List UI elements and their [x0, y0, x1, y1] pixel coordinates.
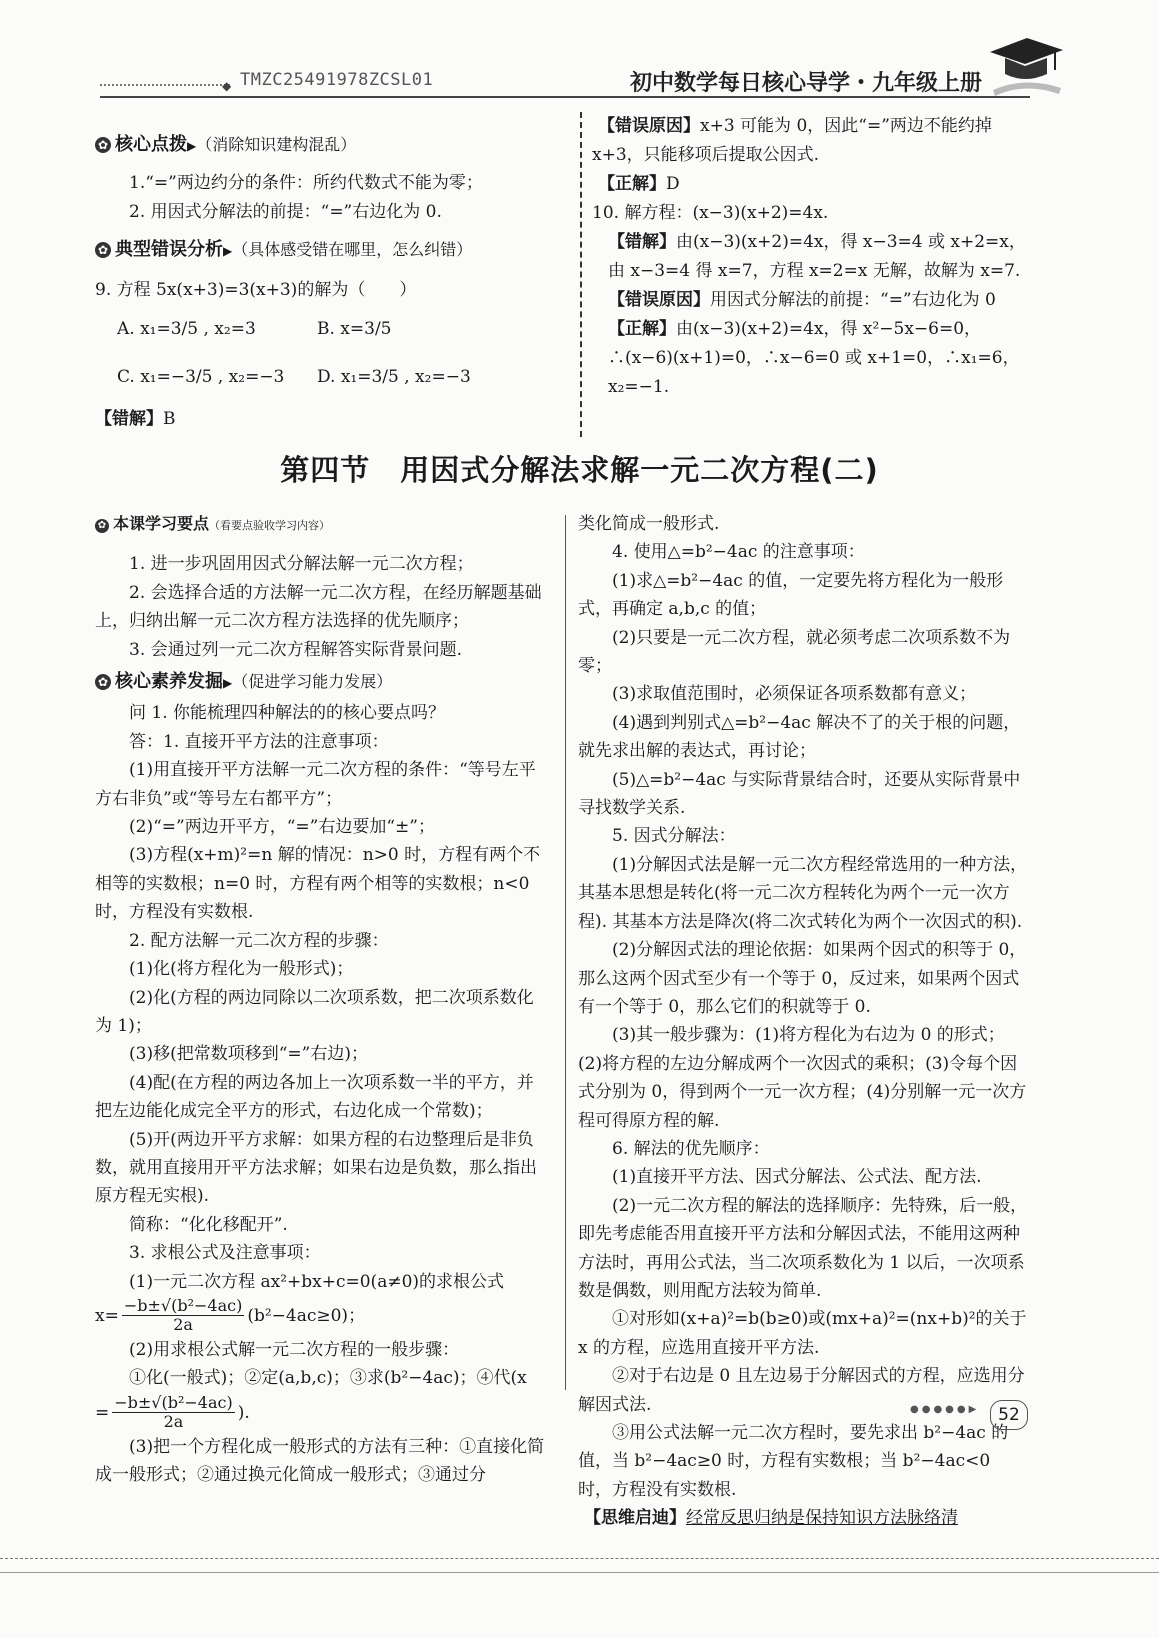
answer-3-3: ①化(一般式)；②定(a,b,c)；③求(b²−4ac)；④代(x — [129, 1368, 527, 1389]
wrong-solution: 【错解】由(x−3)(x+2)=4x，得 x−3=4 或 x+2=x，由 x−3=4 得 x=7，方程 x=2=x 无解，故解为 x=7. — [608, 232, 1026, 281]
right-top-column — [592, 112, 1032, 402]
option-c: C. x₁=−3/5 , x₂=−3 — [117, 367, 285, 387]
answer-6: 6. 解法的优先顺序： — [612, 1138, 770, 1159]
option-a: A. x₁=3/5 , x₂=3 — [117, 319, 256, 339]
fraction-1: $\frac{\text{−b±√(b²−4ac)}}{2a}$ — [123, 1296, 243, 1335]
header-dotted-rule — [100, 84, 230, 86]
diamond-icon: ◆ — [222, 79, 232, 93]
answer-2: 2. 配方法解一元二次方程的步骤： — [129, 930, 389, 951]
core-literacy-heading: ✿ 核心素养发掘▶（促进学习能力发展） — [95, 668, 550, 697]
triangle-icon: ▶ — [223, 676, 233, 691]
question-1: 问 1. 你能梳理四种解法的的核心要点吗？ — [129, 703, 446, 724]
answer-5-2: (2)分解因式法的理论依据：如果两个因式的积等于 0，那么这两个因式至少有一个等于 0，反过来，如果两个因式有一个等于 0，那么它们的积就等于 0. — [578, 940, 1027, 1017]
options-row-1 — [95, 315, 565, 349]
goal-1: 1. 进一步巩固用因式分解法解一元二次方程； — [129, 554, 474, 575]
key-points-heading: ✿ 本课学习要点（看要点验收学习内容） — [95, 510, 550, 540]
answer-2-2: (2)化(方程的两边同除以二次项系数，把二次项系数化为 1)； — [95, 987, 534, 1036]
answer-1-2: (2)“=”两边开平方，“=”右边要加“±”； — [129, 817, 435, 838]
left-main-column — [95, 510, 550, 1490]
thinking-tip: 【思维启迪】经常反思归纳是保持知识方法脉络清 — [584, 1508, 958, 1529]
answer-1: 答：1. 直接开平方法的注意事项： — [129, 731, 389, 752]
answer-1-1: (1)用直接开平方法解一元二次方程的条件：“等号左平方右非负”或“等号左右都平方”； — [95, 760, 536, 809]
answer-3-4: (3)把一个方程化成一般形式的方法有三种：①直接化简成一般形式；②通过换元化简成一般形式；③通过分 — [95, 1436, 545, 1486]
tip-2: 2. 用因式分解法的前提：“=”右边化为 0. — [129, 202, 442, 222]
answer-6-1: (1)直接开平方法、因式分解法、公式法、配方法. — [612, 1167, 982, 1188]
answer-5-1: (1)分解因式法是解一元二次方程经常选用的一种方法，其基本思想是转化(将一元二次方程转化为两个一元一次方程). 其基本方法是降次(将二次式转化为两个一次因式的积). — [578, 854, 1028, 932]
answer-6-2: (2)一元二次方程的解法的选择顺序：先特殊，后一般，即先考虑能否用直接开平方法和分解因式法，不能用这两种方法时，再用公式法，当二次项系数化为 1 以后，一次项系数是偶数，则用配方法较为简单. — [578, 1195, 1028, 1301]
answer-6-5: ③用公式法解一元二次方程时，要先求出 b²−4ac 的值，当 b²−4ac≥0 时，方程有实数根；当 b²−4ac<0 时，方程没有实数根. — [578, 1423, 1009, 1500]
column-divider-top — [580, 112, 582, 437]
typical-error-heading: ✿ 典型错误分析▶（具体感受错在哪里，怎么纠错） — [95, 235, 565, 266]
header-code: TMZC25491978ZCSL01 — [240, 70, 434, 90]
tip-1: 1.“=”两边约分的条件：所约代数式不能为零； — [129, 173, 483, 193]
error-reason-2: 【错误原因】用因式分解法的前提：“=”右边化为 0 — [608, 290, 996, 310]
options-row-2 — [95, 363, 565, 397]
answer-2-4: (4)配(在方程的两边各加上一次项系数一半的平方，并把左边能化成完全平方的形式，右边化成一个常数)； — [95, 1072, 534, 1122]
correct-answer: 【正解】D — [598, 174, 680, 194]
gear-icon: ✿ — [95, 242, 111, 258]
answer-2-1: (1)化(将方程化为一般形式)； — [129, 959, 354, 980]
bottom-rule-2 — [0, 1572, 1159, 1573]
gear-icon: ✿ — [95, 137, 111, 153]
page-number: 52 — [990, 1400, 1028, 1430]
question-10: 10. 解方程：(x−3)(x+2)=4x. — [592, 203, 829, 223]
bottom-rule — [0, 1558, 1159, 1559]
answer-3-2: (2)用求根公式解一元二次方程的一般步骤： — [129, 1339, 460, 1360]
root-formula-1: x= $\frac{\text{−b±√(b²−4ac)}}{2a}$ (b²−4ac≥0)； — [95, 1296, 366, 1335]
gear-icon: ✿ — [95, 674, 111, 690]
header-rule — [100, 96, 1030, 98]
answer-3: 3. 求根公式及注意事项： — [129, 1243, 321, 1264]
answer-3-1: (1)一元二次方程 ax²+bx+c=0(a≠0)的求根公式 — [129, 1271, 505, 1292]
answer-4-4: (4)遇到判别式△=b²−4ac 解决不了的关于根的问题，就先求出解的表达式，再讨论； — [578, 712, 1021, 762]
method-3-end: 类化简成一般形式. — [578, 514, 720, 534]
goal-3: 3. 会通过列一元二次方程解答实际背景问题. — [129, 639, 463, 660]
triangle-icon: ▶ — [187, 139, 197, 153]
question-9: 9. 方程 5x(x+3)=3(x+3)的解为（ ） — [95, 280, 417, 300]
answer-2-5: (5)开(两边开平方求解：如果方程的右边整理后是非负数，就用直接用开平方法求解；如果右边是负数，那么指出原方程无实根). — [95, 1129, 537, 1207]
graduation-cap-icon — [985, 30, 1065, 100]
section-title: 第四节 用因式分解法求解一元二次方程(二) — [280, 453, 879, 487]
answer-4: 4. 使用△=b²−4ac 的注意事项： — [612, 542, 865, 563]
answer-4-1: (1)求△=b²−4ac 的值，一定要先将方程化为一般形式，再确定 a,b,c 的值； — [578, 570, 1004, 620]
answer-4-5: (5)△=b²−4ac 与实际背景结合时，还要从实际背景中寻找数学关系. — [578, 769, 1021, 819]
option-b: B. x=3/5 — [317, 319, 392, 339]
answer-5-3: (3)其一般步骤为：(1)将方程化为右边为 0 的形式；(2)将方程的左边分解成两个一次因式的乘积；(3)令每个因式分别为 0，得到两个一元一次方程；(4)分别解一元一次方程可得原方程的解. — [578, 1025, 1027, 1131]
answer-1-3: (3)方程(x+m)²=n 解的情况：n>0 时，方程有两个不相等的实数根；n=0 时，方程有两个相等的实数根；n<0 时，方程没有实数根. — [95, 845, 541, 923]
gear-icon: ✿ — [95, 519, 109, 533]
answer-4-2: (2)只要是一元二次方程，就必须考虑二次项系数不为零； — [578, 627, 1011, 677]
fraction-2: $\frac{\text{−b±√(b²−4ac)}}{2a}$ — [114, 1393, 233, 1432]
goal-2: 2. 会选择合适的方法解一元二次方程，在经历解题基础上，归纳出解一元二次方程方法选择的优先顺序； — [95, 582, 542, 632]
answer-5: 5. 因式分解法： — [612, 826, 736, 847]
answer-6-4: ②对于右边是 0 且左边易于分解因式的方程，应选用分解因式法. — [578, 1366, 1025, 1415]
correct-solution: 【正解】由(x−3)(x+2)=4x，得 x²−5x−6=0，∴(x−6)(x+1)=0，∴x−6=0 或 x+1=0，∴x₁=6，x₂=−1. — [608, 319, 1020, 397]
left-top-column — [95, 124, 565, 434]
core-tips-heading: ✿ 核心点拨▶（消除知识建构混乱） — [95, 130, 565, 161]
root-formula-2: = $\frac{\text{−b±√(b²−4ac)}}{2a}$ ). — [95, 1393, 250, 1432]
triangle-icon: ▶ — [223, 244, 233, 258]
error-reason: 【错误原因】x+3 可能为 0，因此“=”两边不能约掉 x+3，只能移项后提取公因式. — [592, 116, 992, 165]
column-divider-main — [565, 515, 566, 1390]
option-d: D. x₁=3/5 , x₂=−3 — [317, 367, 471, 387]
page-dots-icon: ●●●●●▶ — [910, 1404, 980, 1415]
answer-2-3: (3)移(把常数项移到“=”右边)； — [129, 1044, 368, 1065]
right-main-column — [578, 510, 1028, 1533]
header-title: 初中数学每日核心导学・九年级上册 — [630, 71, 983, 96]
answer-2-6: 简称：“化化移配开”. — [129, 1214, 288, 1235]
answer-6-3: ①对形如(x+a)²=b(b≥0)或(mx+a)²=(nx+b)²的关于 x 的方程，应选用直接开平方法. — [578, 1309, 1027, 1358]
answer-4-3: (3)求取值范围时，必须保证各项系数都有意义； — [612, 684, 977, 705]
wrong-answer: 【错解】B — [95, 409, 176, 429]
